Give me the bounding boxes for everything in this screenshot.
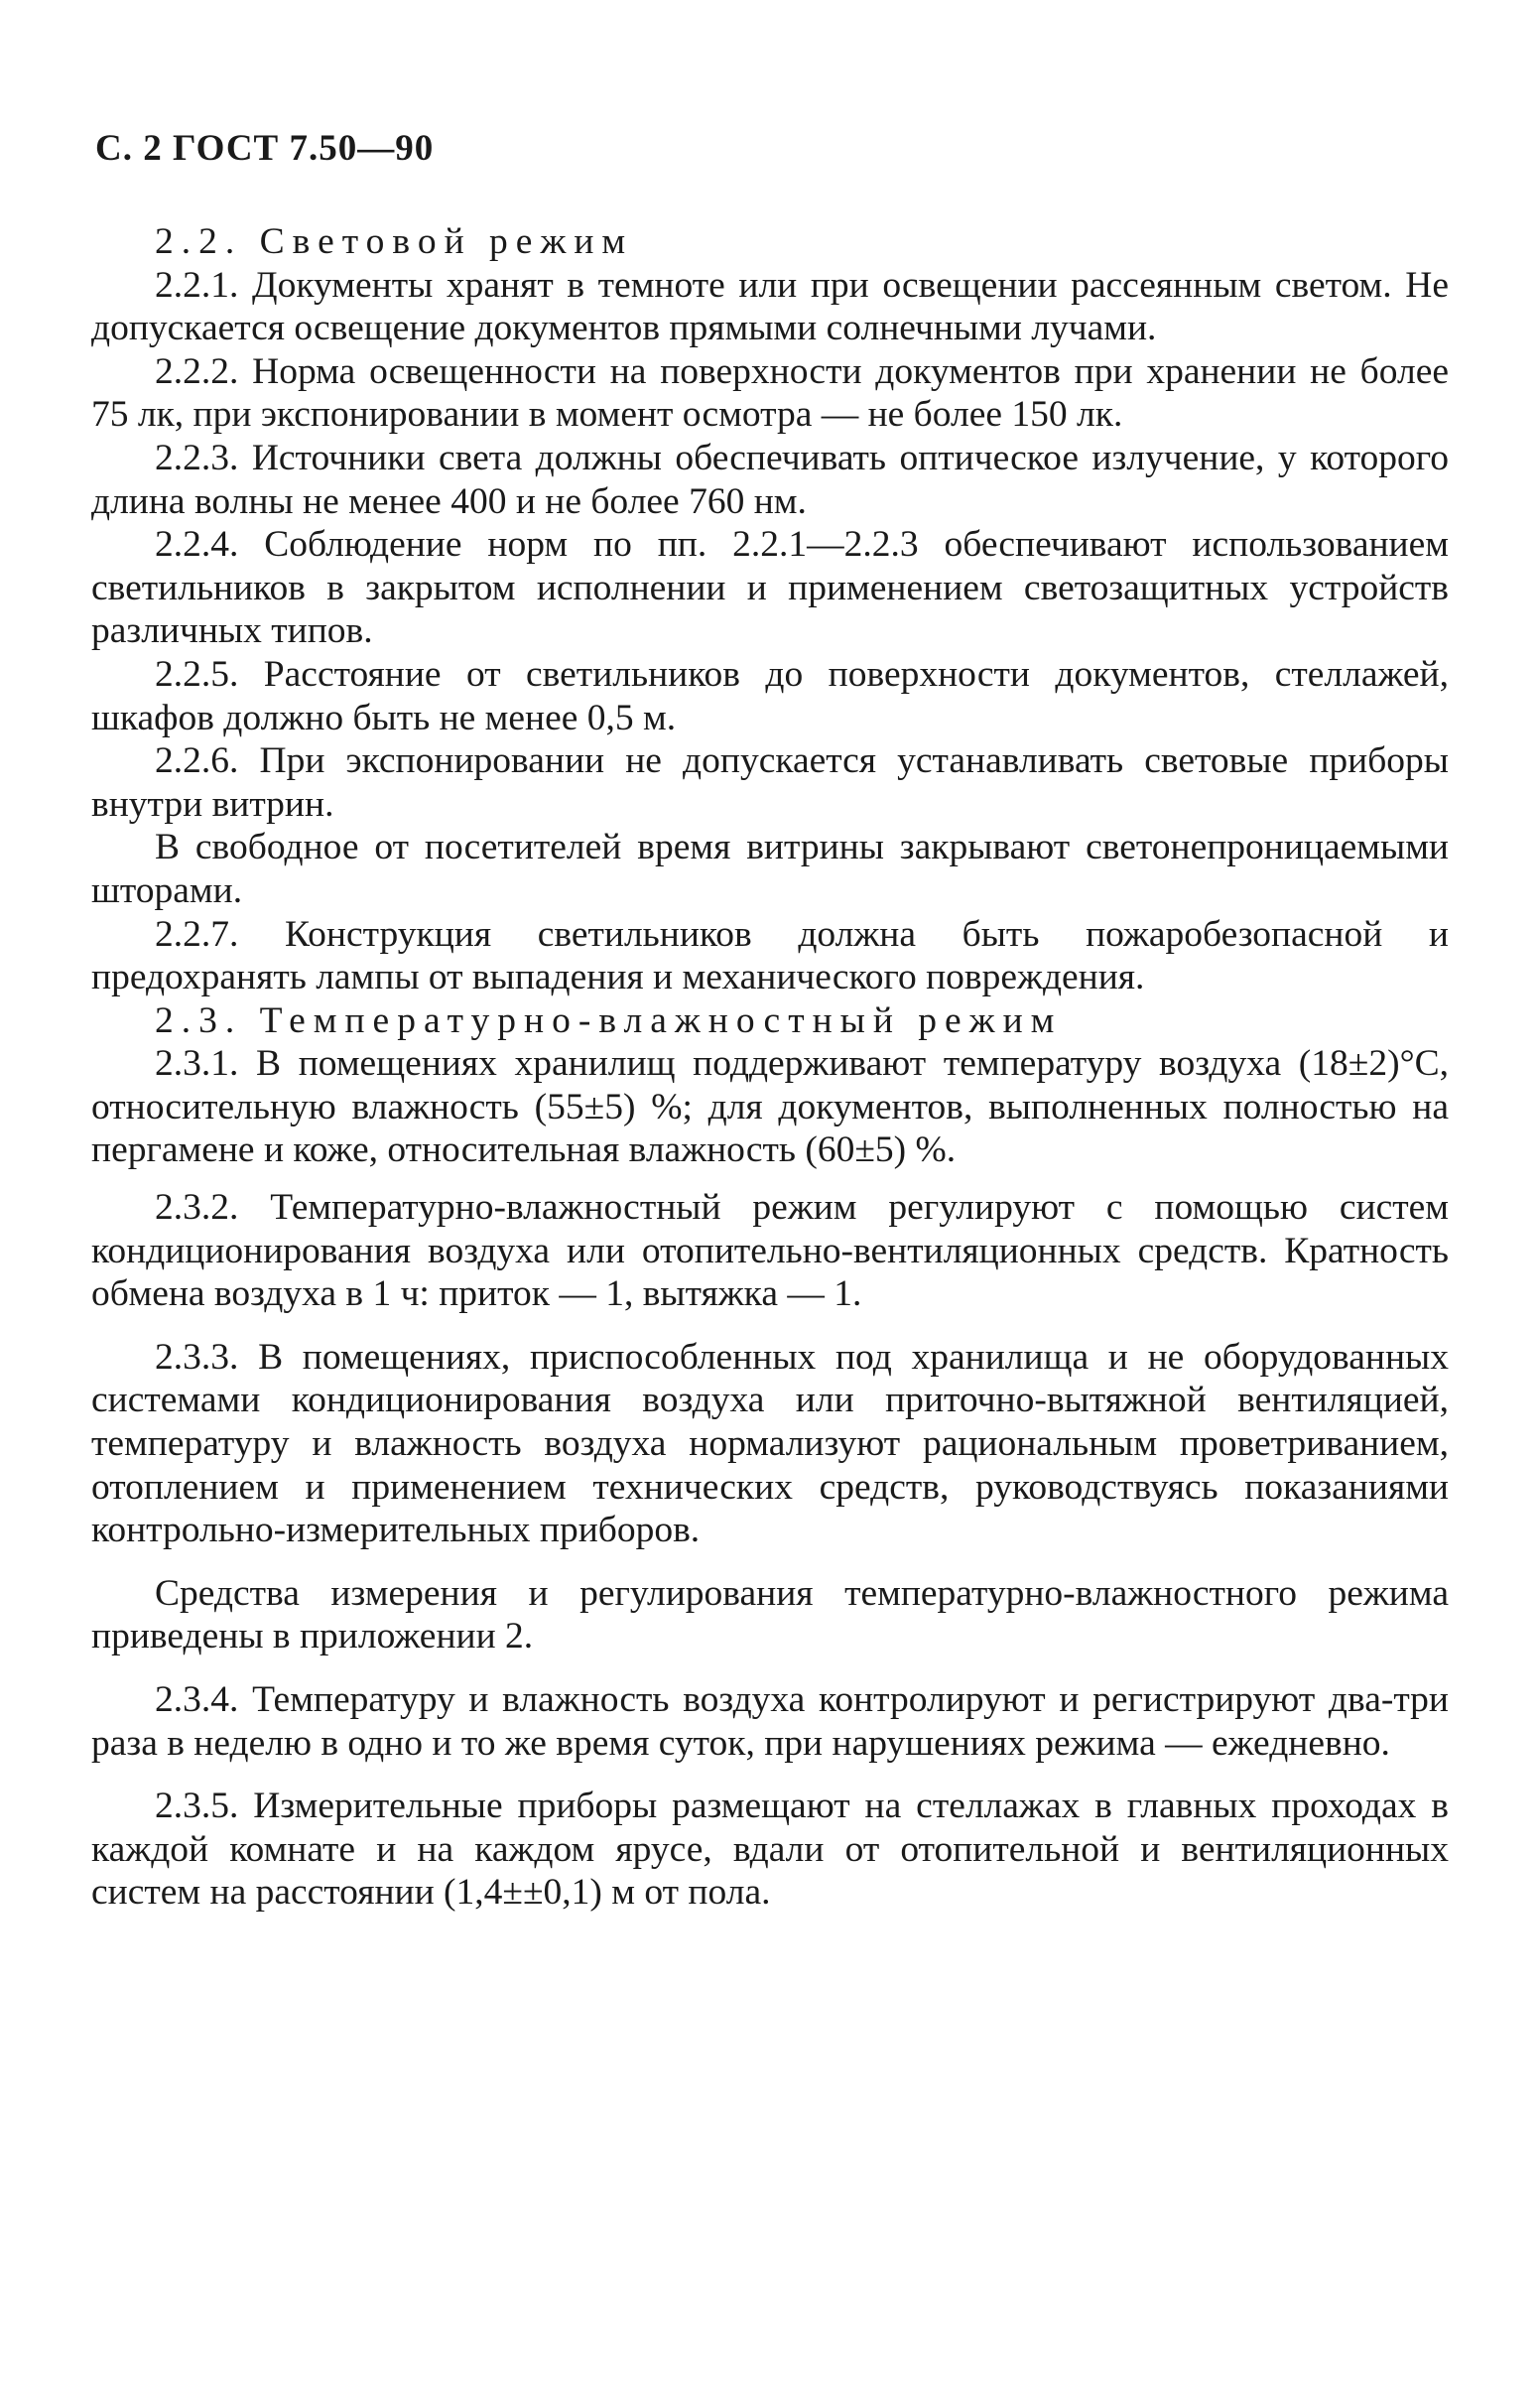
section-heading-temperature-humidity-regime: 2.3. Температурно-влажностный режим bbox=[155, 999, 1063, 1041]
clause-2-3-3: 2.3.3. В помещениях, приспособленных под хранилища и не оборудованных системами кондиционирования воздуха или приточно-вытяжной вентиляцией, температуру и влажность воздуха нормализуют рациональным проветриванием, отоплением и применением технических средств, руководствуясь показаниями контрольно-измерительных приборов. bbox=[91, 1336, 1449, 1551]
section-heading-light-regime: 2.2. Световой режим bbox=[155, 221, 634, 262]
clause-2-3-2: 2.3.2. Температурно-влажностный режим регулируют с помощью систем кондиционирования воздуха или отопительно-вентиляционных средств. Кратность обмена воздуха в 1 ч: приток — 1, вытяжка — 1. bbox=[91, 1187, 1449, 1315]
clause-2-2-1: 2.2.1. Документы хранят в темноте или при освещении рассеянным светом. Не допускается освещение документов прямыми солнечными лучами. bbox=[91, 264, 1449, 349]
clause-2-2-6: 2.2.6. При экспонировании не допускается устанавливать световые приборы внутри витрин. bbox=[91, 740, 1449, 825]
clause-2-3-3-note: Средства измерения и регулирования температурно-влажностного режима приведены в приложении 2. bbox=[91, 1572, 1449, 1657]
body-text bbox=[91, 220, 1449, 1915]
running-head: С. 2 ГОСТ 7.50—90 bbox=[95, 128, 435, 169]
clause-2-3-5: 2.3.5. Измерительные приборы размещают на стеллажах в главных проходах в каждой комнате и на каждом ярусе, вдали от отопительной и вентиляционных систем на расстоянии (1,4±±0,1) м от пола. bbox=[91, 1786, 1449, 1914]
clause-2-3-1: 2.3.1. В помещениях хранилищ поддерживают температуру воздуха (18±2)°С, относительную влажность (55±5) %; для документов, выполненных полностью на пергамене и коже, относительная влажность (60±5) %. bbox=[91, 1043, 1449, 1171]
clause-2-2-4: 2.2.4. Соблюдение норм по пп. 2.2.1—2.2.3 обеспечивают использованием светильников в закрытом исполнении и применением светозащитных устройств различных типов. bbox=[91, 524, 1449, 652]
clause-2-3-4: 2.3.4. Температуру и влажность воздуха контролируют и регистрируют два-три раза в неделю в одно и то же время суток, при нарушениях режима — ежедневно. bbox=[91, 1679, 1449, 1764]
clause-2-2-2: 2.2.2. Норма освещенности на поверхности документов при хранении не более 75 лк, при экспонировании в момент осмотра — не более 150 лк. bbox=[91, 350, 1449, 436]
clause-2-2-3: 2.2.3. Источники света должны обеспечивать оптическое излучение, у которого длина волны не менее 400 и не более 760 нм. bbox=[91, 437, 1449, 522]
clause-2-2-5: 2.2.5. Расстояние от светильников до поверхности документов, стеллажей, шкафов должно быть не менее 0,5 м. bbox=[91, 653, 1449, 738]
clause-2-2-6-note: В свободное от посетителей время витрины закрывают светонепроницаемыми шторами. bbox=[91, 827, 1449, 911]
clause-2-2-7: 2.2.7. Конструкция светильников должна быть пожаробезопасной и предохранять лампы от выпадения и механического повреждения. bbox=[91, 913, 1449, 998]
